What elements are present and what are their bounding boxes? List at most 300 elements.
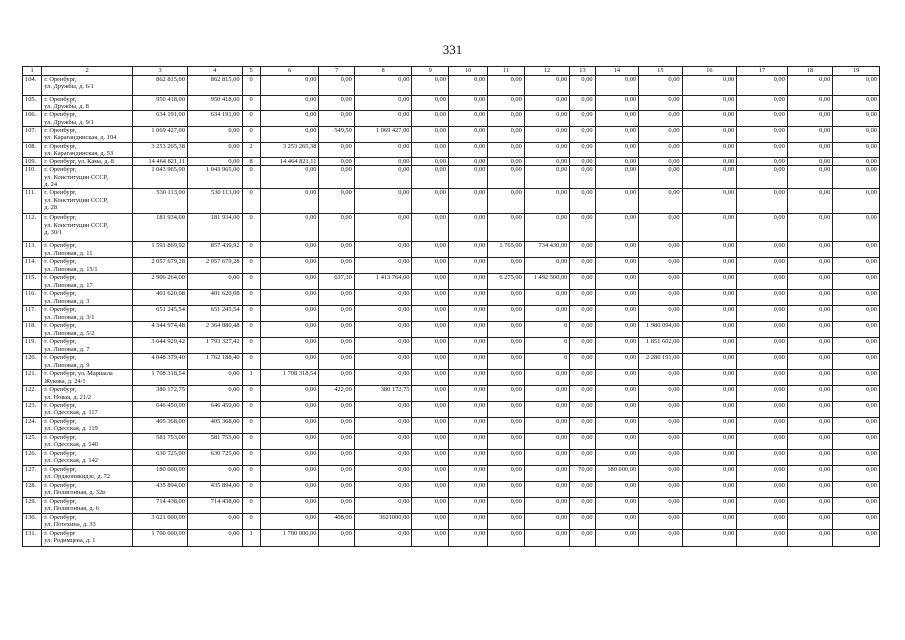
value-cell: 0,00 xyxy=(488,322,524,338)
value-cell: 0,00 xyxy=(187,513,242,529)
value-cell: 530 113,00 xyxy=(187,189,242,214)
row-number: 117. xyxy=(23,306,42,322)
value-cell: 14 464 821,11 xyxy=(260,158,319,166)
column-header-3: 3 xyxy=(133,67,188,76)
value-cell: 0,00 xyxy=(412,76,448,96)
value-cell: 0,00 xyxy=(488,189,524,214)
value-cell: 0,00 xyxy=(595,401,639,417)
value-cell: 1 708 318,54 xyxy=(133,370,188,386)
value-cell: 0,00 xyxy=(595,338,639,354)
value-cell: 0,00 xyxy=(488,497,524,513)
value-cell: 646 450,00 xyxy=(133,401,188,417)
value-cell: 0,00 xyxy=(319,96,354,111)
value-cell: 0,00 xyxy=(319,433,354,449)
value-cell: 0,00 xyxy=(448,417,487,433)
value-cell: 0,00 xyxy=(448,166,487,189)
value-cell: 0,00 xyxy=(448,529,487,546)
value-cell: 0,00 xyxy=(412,166,448,189)
value-cell: 0,00 xyxy=(412,433,448,449)
value-cell: 1 591 869,92 xyxy=(133,242,188,258)
value-cell: 0 xyxy=(242,401,260,417)
value-cell: 0,00 xyxy=(833,497,880,513)
address-cell: г. Оренбург, ул. Липовая, д. 9 xyxy=(42,354,133,370)
value-cell: 0,00 xyxy=(448,306,487,322)
value-cell: 0,00 xyxy=(737,370,788,386)
value-cell: 0,00 xyxy=(448,338,487,354)
value-cell: 0,00 xyxy=(412,370,448,386)
value-cell: 0,00 xyxy=(639,529,683,546)
value-cell: 1 700 000,00 xyxy=(133,529,188,546)
value-cell: 0,00 xyxy=(260,401,319,417)
value-cell: 0,00 xyxy=(354,290,412,306)
value-cell: 0,00 xyxy=(260,417,319,433)
table-row xyxy=(23,126,880,142)
value-cell: 0,00 xyxy=(833,142,880,157)
row-number: 120. xyxy=(23,354,42,370)
value-cell: 0,00 xyxy=(488,166,524,189)
value-cell: 0,00 xyxy=(488,214,524,242)
value-cell: 0,00 xyxy=(595,449,639,465)
value-cell: 0,00 xyxy=(354,370,412,386)
value-cell: 0 xyxy=(242,322,260,338)
value-cell: 0,00 xyxy=(488,158,524,166)
row-number: 124. xyxy=(23,417,42,433)
value-cell: 0,00 xyxy=(833,417,880,433)
address-cell: г. Оренбург, ул. Маршала Жукова, д. 24/1 xyxy=(42,370,133,386)
address-cell: г. Оренбург, ул. Липовая, д. 5/2 xyxy=(42,322,133,338)
value-cell: 0 xyxy=(242,433,260,449)
value-cell: 0,00 xyxy=(737,76,788,96)
table-row xyxy=(23,242,880,258)
value-cell: 0,00 xyxy=(448,142,487,157)
address-cell: г. Оренбург, ул. Дружбы, д. 9/1 xyxy=(42,111,133,126)
value-cell: 0,00 xyxy=(682,242,737,258)
address-cell: г. Оренбург, ул. Одесская, д. 117 xyxy=(42,401,133,417)
value-cell: 0,00 xyxy=(488,96,524,111)
value-cell: 0,00 xyxy=(737,529,788,546)
value-cell: 0,00 xyxy=(787,370,833,386)
value-cell: 634 191,00 xyxy=(187,111,242,126)
value-cell: 0,00 xyxy=(639,401,683,417)
value-cell: 0,00 xyxy=(187,386,242,401)
value-cell: 0,00 xyxy=(787,465,833,481)
table-row xyxy=(23,111,880,126)
table-row xyxy=(23,497,880,513)
address-cell: г. Оренбург ул. Родимцева, д. 1 xyxy=(42,529,133,546)
value-cell: 0,00 xyxy=(595,111,639,126)
value-cell: 0,00 xyxy=(354,166,412,189)
value-cell: 0,00 xyxy=(639,370,683,386)
address-cell: г. Оренбург, ул. Одесская, д. 140 xyxy=(42,433,133,449)
value-cell: 0,00 xyxy=(639,274,683,290)
row-number: 123. xyxy=(23,401,42,417)
row-number: 128. xyxy=(23,481,42,497)
value-cell: 0,00 xyxy=(833,214,880,242)
value-cell: 0,00 xyxy=(639,481,683,497)
data-table xyxy=(22,66,880,547)
value-cell: 0,00 xyxy=(682,465,737,481)
value-cell: 0,00 xyxy=(639,433,683,449)
value-cell: 14 464 821,11 xyxy=(133,158,188,166)
table-row xyxy=(23,449,880,465)
value-cell: 0,00 xyxy=(319,417,354,433)
row-number: 121. xyxy=(23,370,42,386)
value-cell: 0,00 xyxy=(833,258,880,274)
value-cell: 0,00 xyxy=(448,322,487,338)
value-cell: 1 069 427,00 xyxy=(354,126,412,142)
value-cell: 0,00 xyxy=(682,386,737,401)
value-cell: 0,00 xyxy=(187,529,242,546)
column-header-12: 12 xyxy=(524,67,570,76)
table-row xyxy=(23,290,880,306)
value-cell: 0 xyxy=(242,274,260,290)
value-cell: 0,00 xyxy=(595,76,639,96)
value-cell: 0,00 xyxy=(319,497,354,513)
value-cell: 0 xyxy=(524,338,570,354)
value-cell: 0,00 xyxy=(737,338,788,354)
value-cell: 0,00 xyxy=(595,513,639,529)
value-cell: 0,00 xyxy=(639,142,683,157)
row-number: 110. xyxy=(23,166,42,189)
value-cell: 714 438,00 xyxy=(133,497,188,513)
value-cell: 0,00 xyxy=(787,242,833,258)
value-cell: 0,00 xyxy=(412,306,448,322)
value-cell: 0,00 xyxy=(354,189,412,214)
value-cell: 0 xyxy=(242,386,260,401)
value-cell: 0 xyxy=(242,242,260,258)
value-cell: 401 620,08 xyxy=(133,290,188,306)
value-cell: 0,00 xyxy=(682,449,737,465)
value-cell: 1 980 094,00 xyxy=(639,322,683,338)
value-cell: 0,00 xyxy=(737,354,788,370)
row-number: 109. xyxy=(23,158,42,166)
value-cell: 1 xyxy=(242,370,260,386)
value-cell: 950 418,00 xyxy=(187,96,242,111)
value-cell: 0 xyxy=(242,354,260,370)
value-cell: 0,00 xyxy=(448,96,487,111)
value-cell: 0,00 xyxy=(833,449,880,465)
value-cell: 0,00 xyxy=(448,386,487,401)
address-cell: г. Оренбург, ул. Липовая, д. 11 xyxy=(42,242,133,258)
value-cell: 0,00 xyxy=(737,158,788,166)
value-cell: 0,00 xyxy=(833,529,880,546)
value-cell: 0,00 xyxy=(448,158,487,166)
value-cell: 0,00 xyxy=(682,158,737,166)
value-cell: 0,00 xyxy=(639,386,683,401)
value-cell: 0,00 xyxy=(570,96,595,111)
value-cell: 0,00 xyxy=(787,142,833,157)
value-cell: 2 364 880,48 xyxy=(187,322,242,338)
value-cell: 0,00 xyxy=(319,142,354,157)
value-cell: 0,00 xyxy=(412,214,448,242)
value-cell: 408,00 xyxy=(319,513,354,529)
value-cell: 0,00 xyxy=(524,142,570,157)
value-cell: 2 057 679,28 xyxy=(133,258,188,274)
value-cell: 0,00 xyxy=(639,76,683,96)
value-cell: 0 xyxy=(242,465,260,481)
value-cell: 0,00 xyxy=(488,449,524,465)
value-cell: 0,00 xyxy=(787,354,833,370)
value-cell: 0,00 xyxy=(412,497,448,513)
value-cell: 0,00 xyxy=(639,417,683,433)
value-cell: 0,00 xyxy=(260,513,319,529)
value-cell: 0,00 xyxy=(319,76,354,96)
value-cell: 0,00 xyxy=(488,433,524,449)
column-header-5: 5 xyxy=(242,67,260,76)
table-body xyxy=(23,76,880,547)
value-cell: 0,00 xyxy=(319,258,354,274)
value-cell: 0,00 xyxy=(570,386,595,401)
value-cell: 0,00 xyxy=(833,76,880,96)
value-cell: 0,00 xyxy=(595,214,639,242)
value-cell: 0,00 xyxy=(488,290,524,306)
value-cell: 0,00 xyxy=(737,433,788,449)
value-cell: 0,00 xyxy=(488,417,524,433)
address-cell: г. Оренбург, ул. Липовая, д. 3 xyxy=(42,290,133,306)
value-cell: 380 172,75 xyxy=(133,386,188,401)
value-cell: 0,00 xyxy=(319,189,354,214)
table-row xyxy=(23,370,880,386)
value-cell: 0,00 xyxy=(260,497,319,513)
value-cell: 0,00 xyxy=(488,386,524,401)
value-cell: 0,00 xyxy=(260,258,319,274)
value-cell: 0 xyxy=(242,290,260,306)
column-header-4: 4 xyxy=(187,67,242,76)
value-cell: 0,00 xyxy=(833,370,880,386)
value-cell: 0,00 xyxy=(639,513,683,529)
value-cell: 0,00 xyxy=(448,189,487,214)
table-row xyxy=(23,401,880,417)
column-header-2: 2 xyxy=(42,67,133,76)
address-cell: г. Оренбург, ул. Карагандинская, д. 53 xyxy=(42,142,133,157)
table-row xyxy=(23,166,880,189)
value-cell: 1 851 602,00 xyxy=(639,338,683,354)
value-cell: 646 450,00 xyxy=(187,401,242,417)
value-cell: 0,00 xyxy=(570,158,595,166)
value-cell: 0,00 xyxy=(412,481,448,497)
value-cell: 0,00 xyxy=(639,214,683,242)
value-cell: 0,00 xyxy=(412,142,448,157)
value-cell: 0,00 xyxy=(737,322,788,338)
value-cell: 0,00 xyxy=(524,96,570,111)
value-cell: 0 xyxy=(242,214,260,242)
value-cell: 0,00 xyxy=(570,338,595,354)
value-cell: 0,00 xyxy=(570,513,595,529)
value-cell: 0,00 xyxy=(737,189,788,214)
value-cell: 380 172,75 xyxy=(354,386,412,401)
value-cell: 0,00 xyxy=(595,126,639,142)
value-cell: 0,00 xyxy=(570,242,595,258)
row-number: 129. xyxy=(23,497,42,513)
value-cell: 0,00 xyxy=(412,338,448,354)
value-cell: 0,00 xyxy=(319,290,354,306)
value-cell: 0,00 xyxy=(524,290,570,306)
value-cell: 0,00 xyxy=(787,417,833,433)
value-cell: 0,00 xyxy=(787,158,833,166)
value-cell: 0,00 xyxy=(639,290,683,306)
value-cell: 0,00 xyxy=(570,258,595,274)
value-cell: 0,00 xyxy=(682,497,737,513)
value-cell: 0,00 xyxy=(787,290,833,306)
value-cell: 0,00 xyxy=(354,481,412,497)
value-cell: 0,00 xyxy=(682,401,737,417)
value-cell: 1 762 188,40 xyxy=(187,354,242,370)
value-cell: 435 894,00 xyxy=(133,481,188,497)
value-cell: 0,00 xyxy=(412,465,448,481)
value-cell: 1 043 965,00 xyxy=(133,166,188,189)
value-cell: 0,00 xyxy=(524,417,570,433)
value-cell: 0,00 xyxy=(787,497,833,513)
value-cell: 0,00 xyxy=(488,111,524,126)
value-cell: 0 xyxy=(242,513,260,529)
table-row xyxy=(23,513,880,529)
value-cell: 0,00 xyxy=(595,290,639,306)
value-cell: 0 xyxy=(524,354,570,370)
value-cell: 0,00 xyxy=(524,401,570,417)
table-header xyxy=(23,67,880,76)
value-cell: 0,00 xyxy=(595,354,639,370)
column-header-1: 1 xyxy=(23,67,42,76)
value-cell: 0,00 xyxy=(524,126,570,142)
row-number: 130. xyxy=(23,513,42,529)
value-cell: 0,00 xyxy=(682,189,737,214)
value-cell: 0,00 xyxy=(412,290,448,306)
value-cell: 0,00 xyxy=(787,481,833,497)
value-cell: 1 492 500,00 xyxy=(524,274,570,290)
value-cell: 0,00 xyxy=(833,354,880,370)
value-cell: 0,00 xyxy=(319,214,354,242)
value-cell: 0,00 xyxy=(260,274,319,290)
row-number: 118. xyxy=(23,322,42,338)
value-cell: 0,00 xyxy=(833,306,880,322)
table-row xyxy=(23,214,880,242)
table-row xyxy=(23,142,880,157)
value-cell: 0,00 xyxy=(787,401,833,417)
value-cell: 0,00 xyxy=(524,481,570,497)
value-cell: 0,00 xyxy=(354,338,412,354)
value-cell: 0,00 xyxy=(354,433,412,449)
value-cell: 0,00 xyxy=(488,258,524,274)
value-cell: 0,00 xyxy=(412,126,448,142)
value-cell: 0,00 xyxy=(412,354,448,370)
value-cell: 2 906 264,00 xyxy=(133,274,188,290)
value-cell: 0,00 xyxy=(319,481,354,497)
value-cell: 0,00 xyxy=(639,111,683,126)
value-cell: 181 934,00 xyxy=(187,214,242,242)
value-cell: 0,00 xyxy=(570,111,595,126)
value-cell: 0,00 xyxy=(737,96,788,111)
address-cell: г. Оренбург, ул. Конституции СССР, д. 28 xyxy=(42,189,133,214)
value-cell: 530 113,00 xyxy=(133,189,188,214)
value-cell: 0,00 xyxy=(787,513,833,529)
value-cell: 0,00 xyxy=(354,465,412,481)
value-cell: 0,00 xyxy=(524,497,570,513)
value-cell: 0,00 xyxy=(682,417,737,433)
value-cell: 3 253 265,38 xyxy=(133,142,188,157)
value-cell: 0,00 xyxy=(595,306,639,322)
value-cell: 0,00 xyxy=(833,513,880,529)
row-number: 131. xyxy=(23,529,42,546)
value-cell: 0 xyxy=(242,497,260,513)
value-cell: 0,00 xyxy=(488,142,524,157)
value-cell: 0,00 xyxy=(595,433,639,449)
value-cell: 0,00 xyxy=(187,126,242,142)
value-cell: 0,00 xyxy=(448,449,487,465)
column-header-17: 17 xyxy=(737,67,788,76)
value-cell: 0,00 xyxy=(412,258,448,274)
value-cell: 0,00 xyxy=(354,417,412,433)
value-cell: 0,00 xyxy=(737,166,788,189)
value-cell: 0,00 xyxy=(595,497,639,513)
row-number: 108. xyxy=(23,142,42,157)
value-cell: 0,00 xyxy=(682,96,737,111)
value-cell: 0,00 xyxy=(833,338,880,354)
value-cell: 581 753,00 xyxy=(187,433,242,449)
value-cell: 0,00 xyxy=(595,166,639,189)
column-header-14: 14 xyxy=(595,67,639,76)
value-cell: 0,00 xyxy=(682,322,737,338)
value-cell: 3621000,00 xyxy=(354,513,412,529)
value-cell: 0,00 xyxy=(682,338,737,354)
value-cell: 0,00 xyxy=(524,370,570,386)
value-cell: 0,00 xyxy=(187,274,242,290)
value-cell: 0,00 xyxy=(639,158,683,166)
value-cell: 0,00 xyxy=(737,513,788,529)
value-cell: 0,00 xyxy=(833,96,880,111)
value-cell: 0,00 xyxy=(595,417,639,433)
value-cell: 0,00 xyxy=(319,465,354,481)
value-cell: 0,00 xyxy=(260,96,319,111)
value-cell: 0,00 xyxy=(682,274,737,290)
value-cell: 0,00 xyxy=(524,158,570,166)
header-row xyxy=(23,67,880,76)
value-cell: 0,00 xyxy=(354,76,412,96)
value-cell: 0,00 xyxy=(595,322,639,338)
value-cell: 0,00 xyxy=(833,401,880,417)
value-cell: 0,00 xyxy=(737,386,788,401)
column-header-15: 15 xyxy=(639,67,683,76)
value-cell: 0,00 xyxy=(412,386,448,401)
value-cell: 2 057 679,28 xyxy=(187,258,242,274)
address-cell: г. Оренбург, ул. Кама, д. 8 xyxy=(42,158,133,166)
address-cell: г. Оренбург, ул. Полигонная, д. 6 xyxy=(42,497,133,513)
value-cell: 0,00 xyxy=(412,242,448,258)
value-cell: 630 725,00 xyxy=(133,449,188,465)
value-cell: 0,00 xyxy=(570,214,595,242)
value-cell: 0 xyxy=(242,111,260,126)
table-row xyxy=(23,465,880,481)
value-cell: 0,00 xyxy=(488,513,524,529)
value-cell: 0,00 xyxy=(524,214,570,242)
value-cell: 0,00 xyxy=(354,242,412,258)
value-cell: 0,00 xyxy=(524,513,570,529)
value-cell: 0,00 xyxy=(187,158,242,166)
table-row xyxy=(23,274,880,290)
value-cell: 0,00 xyxy=(787,96,833,111)
value-cell: 0,00 xyxy=(737,497,788,513)
value-cell: 0,00 xyxy=(260,76,319,96)
value-cell: 0,00 xyxy=(639,126,683,142)
value-cell: 734 430,00 xyxy=(524,242,570,258)
value-cell: 0,00 xyxy=(833,465,880,481)
value-cell: 0,00 xyxy=(787,433,833,449)
address-cell: г. Оренбург, ул. Конституции СССР, д. 30/1 xyxy=(42,214,133,242)
value-cell: 0,00 xyxy=(488,401,524,417)
table-row xyxy=(23,258,880,274)
value-cell: 0,00 xyxy=(260,111,319,126)
value-cell: 0,00 xyxy=(412,96,448,111)
value-cell: 0,00 xyxy=(448,370,487,386)
